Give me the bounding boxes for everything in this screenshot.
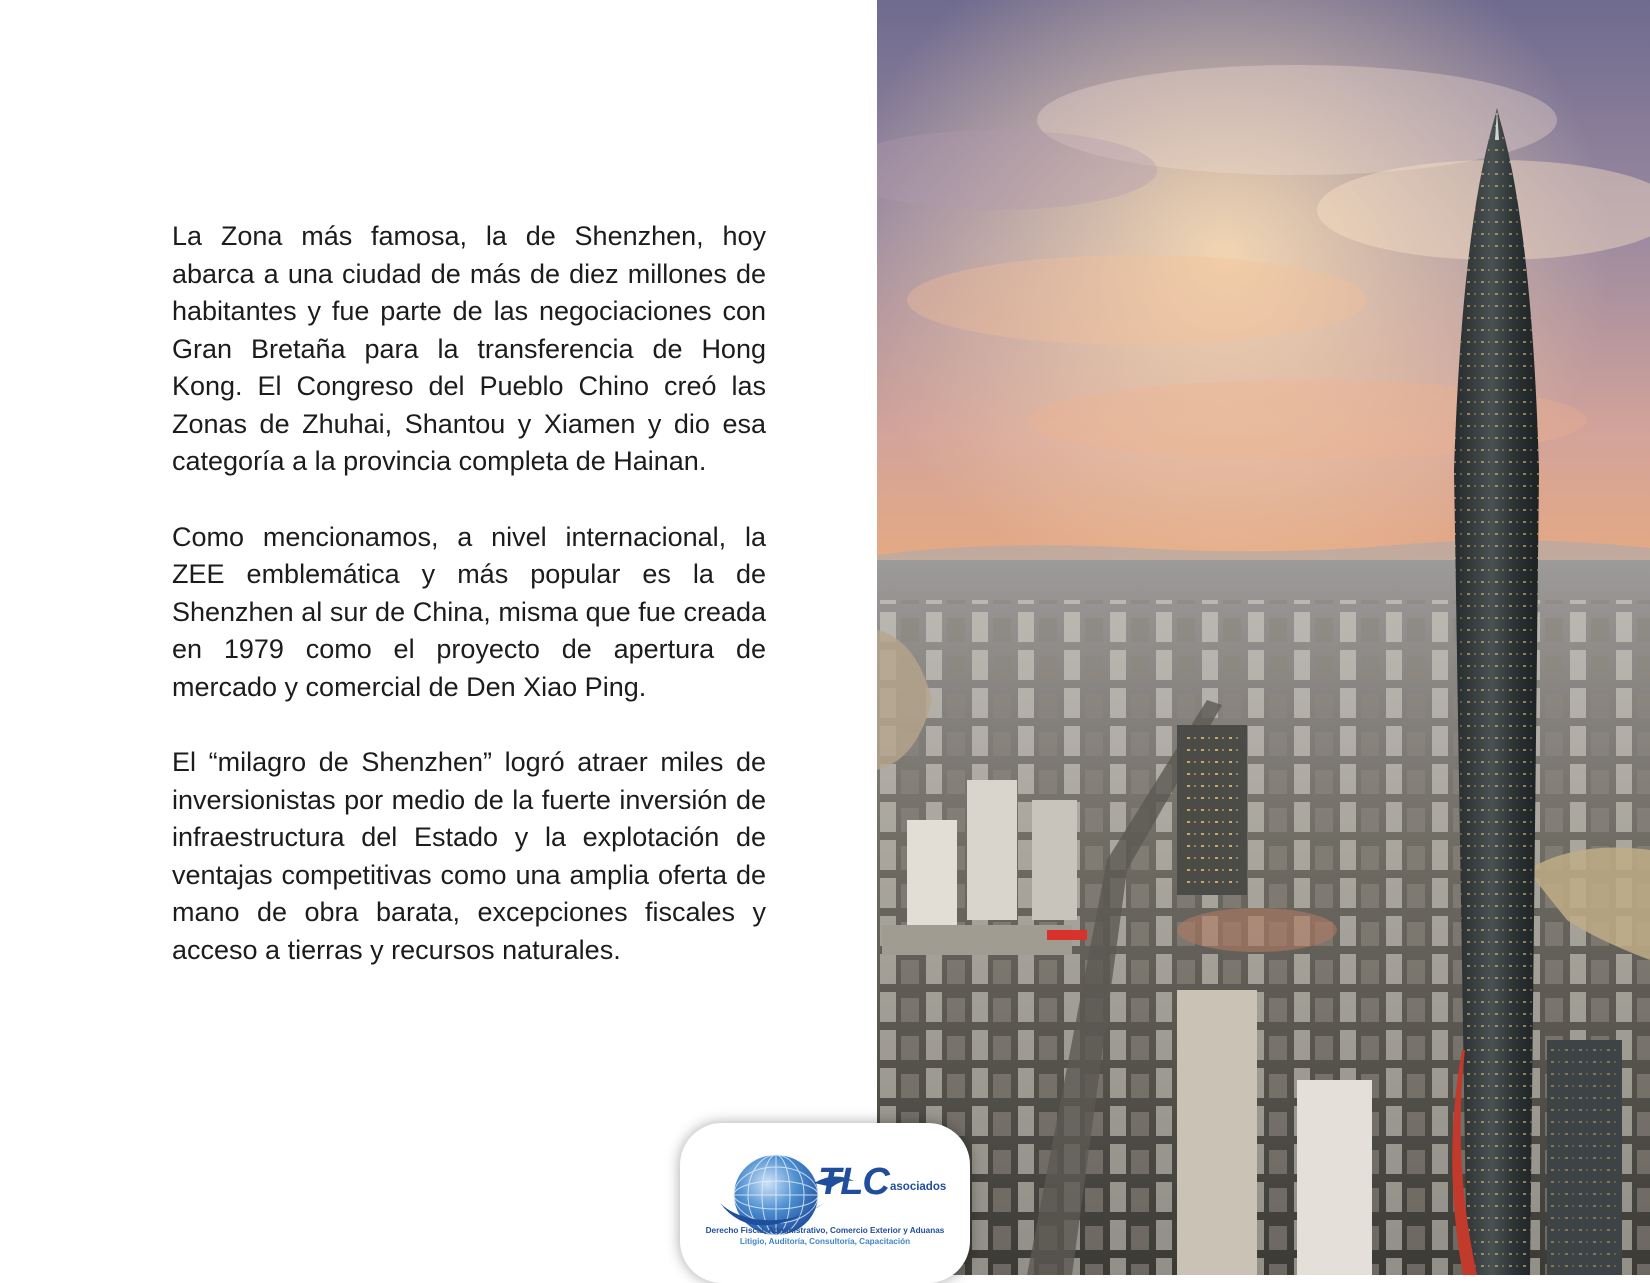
logo-tagline-2: Litigio, Auditoría, Consultoría, Capacitación (739, 1237, 911, 1246)
logo-suffix: asociados (890, 1181, 947, 1193)
paragraph-3: El “milagro de Shenzhen” logró atraer miles de inversionistas por medio de la fuerte inversión de infraestructura del Estado y la explotación de ventajas competitivas como una amplia oferta de mano de obra barata, excepciones fiscales y acceso a tierras y recursos naturales. (172, 747, 766, 965)
paragraph-2: Como mencionamos, a nivel internacional, la ZEE emblemática y más popular es la de Shenzhen al sur de China, misma que fue creada en 1979 como el proyecto de apertura de mercado y comercial de Den Xiao Ping. (172, 521, 766, 702)
city-skyline-photo (877, 0, 1650, 1275)
logo-tagline-1: Derecho Fiscal, Administrativo, Comercio Exterior y Aduanas (705, 1226, 945, 1235)
paragraph-1: La Zona más famosa, la de Shenzhen, hoy abarca a una ciudad de más de diez millones de habitantes y fue parte de las negociaciones con Gran Bretaña para la transferencia de Hong Kong. El Congreso del Pueblo Chino creó las Zonas de Zhuhai, Shantou y Xiamen y dio esa categoría a la provincia completa de Hainan. (172, 221, 766, 476)
article-body (172, 218, 766, 1007)
company-logo (680, 1123, 970, 1283)
logo-name: TLC (818, 1161, 889, 1203)
